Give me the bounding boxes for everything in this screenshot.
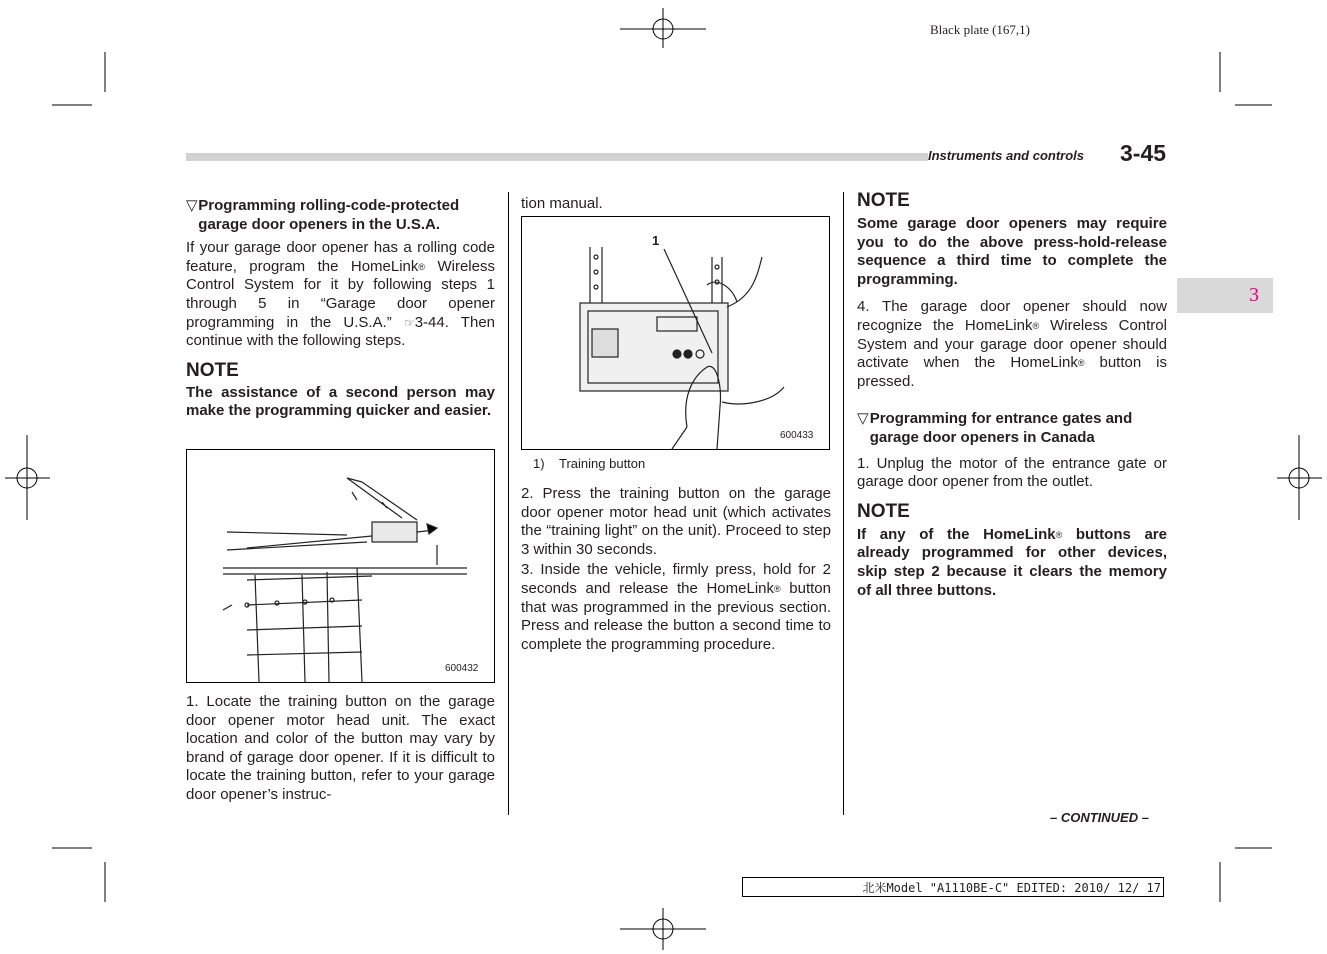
column-divider-2 <box>843 192 844 815</box>
registered-mark: ® <box>1055 529 1063 540</box>
note-2-text: If any of the HomeLink® buttons are already programmed for other devices, skip step 2 because it clears the memory of all three buttons. <box>857 525 1167 599</box>
section-title: Instruments and controls <box>928 148 1085 163</box>
middle-column-top <box>521 195 831 214</box>
registered-mark: ® <box>418 261 426 272</box>
step-1-text: 1. Locate the training button on the garage door opener motor head unit. The exact location and color of the button may vary by brand of garage door opener. If it is difficult to locate the training button, refer to your garage door opener’s instruc- <box>186 693 495 803</box>
canada-step-1-text: 1. Unplug the motor of the entrance gate or garage door opener from the outlet. <box>857 454 1167 491</box>
plate-label: Black plate (167,1) <box>930 22 1030 37</box>
figure-garage-opener <box>186 449 495 683</box>
note-title: NOTE <box>186 359 239 381</box>
column-divider-1 <box>508 192 509 815</box>
intro-paragraph: If your garage door opener has a rolling code feature, program the HomeLink® Wireless Control System for it by following steps 1 through 5 in “Garage door opener programming in the U.S.A.” ☞3-44. Then continue with the following steps. <box>186 239 496 350</box>
caption-number: 1) <box>533 456 545 471</box>
reference-icon: ☞ <box>403 315 415 330</box>
step-3-text: 3. Inside the vehicle, firmly press, hold for 2 seconds and release the HomeLink® button that was programmed in the previous section. Press and release the button a second time to complete the programming procedure. <box>521 561 831 653</box>
footer-edit-info: 北米Model "A1110BE-C" EDITED: 2010/ 12/ 17 <box>742 877 1164 897</box>
note-1-text: Some garage door openers may require you to do the above press-hold-release sequence a third time to complete the programming. <box>857 215 1167 288</box>
note-1-title: NOTE <box>857 190 910 211</box>
continuation-text: tion manual. <box>521 195 603 212</box>
garage-illustration <box>187 450 494 682</box>
registered-mark: ® <box>774 583 781 594</box>
figure-code-1: 600432 <box>445 663 479 674</box>
figure-caption <box>533 456 645 471</box>
header-bar <box>186 153 928 161</box>
figure-callout-1: 1 <box>652 233 660 248</box>
registered-mark: ® <box>1077 358 1085 369</box>
figure-training-button <box>521 216 830 450</box>
chapter-tab-number: 3 <box>1249 284 1259 306</box>
caption-text: Training button <box>559 456 646 471</box>
continued-label: – CONTINUED – <box>1050 810 1149 825</box>
triangle-icon: ▽ <box>186 197 198 214</box>
subheading-canada <box>857 410 1167 447</box>
note-text: The assistance of a second person may make the programming quicker and easier. <box>186 383 495 420</box>
step-2-text: 2. Press the training button on the garage door opener motor head unit (which activates the “training light” on the unit). Proceed to step 3 within 30 seconds. <box>521 485 831 558</box>
middle-column-steps <box>521 485 831 654</box>
registered-mark: ® <box>1032 320 1040 331</box>
step-4-text: 4. The garage door opener should now recognize the HomeLink® Wireless Control System and your garage door opener should activate when the HomeLink® button is pressed. <box>857 298 1167 390</box>
subheading-text: Programming rolling-code-protected garage door openers in the U.S.A. <box>198 197 460 233</box>
step-1-block <box>186 693 495 805</box>
figure-code-2: 600433 <box>780 430 814 441</box>
training-button-illustration <box>522 217 829 449</box>
triangle-icon: ▽ <box>857 410 869 428</box>
page-number: 3-45 <box>1120 140 1167 166</box>
right-column <box>857 190 1167 600</box>
subheading-rolling-code <box>186 197 495 234</box>
subheading-canada-text: Programming for entrance gates and garage door openers in Canada <box>869 410 1133 446</box>
left-column <box>186 197 495 421</box>
note-2-title: NOTE <box>857 500 910 522</box>
